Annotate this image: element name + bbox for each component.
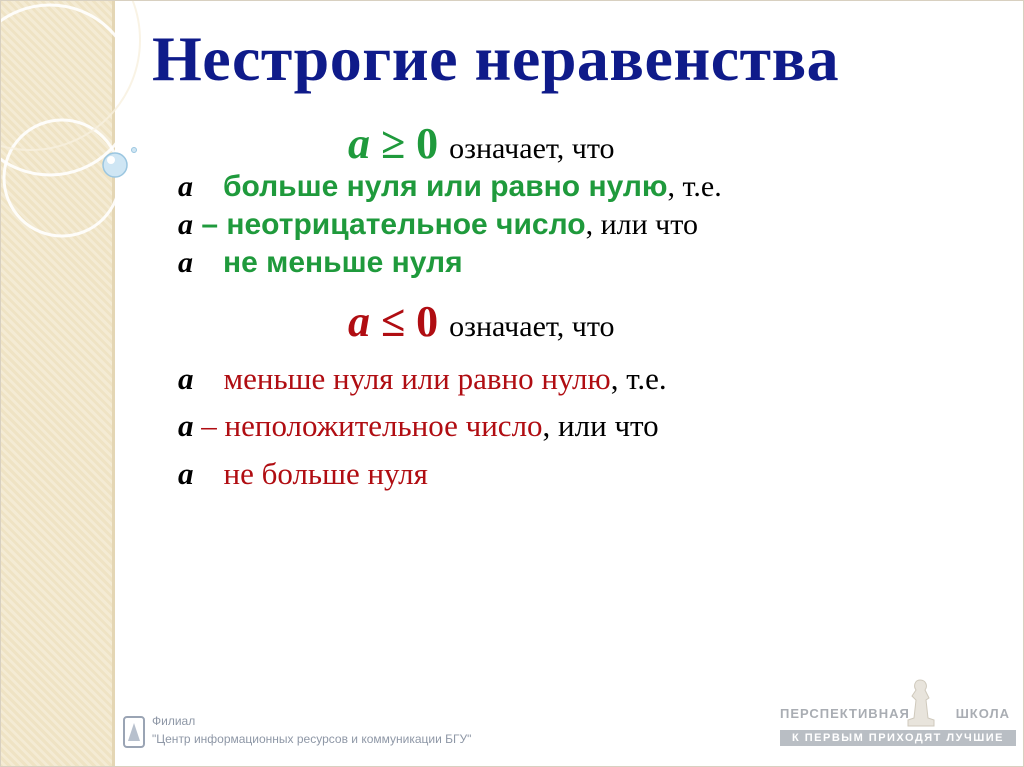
footer-branch-label: Филиал (152, 714, 196, 728)
ge-statement-3: не меньше нуля (223, 246, 463, 279)
school-name-left: ПЕРСПЕКТИВНАЯ (780, 706, 910, 721)
variable-a: a (178, 456, 194, 491)
zero: 0 (416, 119, 439, 168)
means-that: означает, что (449, 132, 615, 165)
le-statement-1: меньше нуля или равно нулю (223, 361, 611, 396)
ge-statement-2: – неотрицательное число (201, 208, 586, 241)
le-statement-2: – неположительное число (201, 408, 543, 443)
means-that: означает, что (449, 310, 615, 343)
ge-statement-1: больше нуля или равно нулю (223, 170, 668, 203)
ge-tail-2: , или что (585, 208, 698, 241)
zero: 0 (416, 297, 439, 346)
variable-a: a (178, 246, 193, 279)
variable-a: a (348, 119, 370, 168)
variable-a: a (178, 208, 193, 241)
variable-a: a (178, 170, 193, 203)
variable-a: a (348, 297, 370, 346)
le-tail-1: , т.е. (610, 361, 667, 396)
le-tail-2: , или что (542, 408, 659, 443)
ge-sign: ≥ (381, 119, 406, 168)
le-sign: ≤ (381, 297, 406, 346)
ge-tail-1: , т.е. (667, 170, 722, 203)
le-statement-3: не больше нуля (223, 456, 428, 491)
page-title: Нестрогие неравенства (152, 23, 840, 94)
footer-branch-name: "Центр информационных ресурсов и коммуникации БГУ" (152, 732, 472, 746)
school-slogan: К ПЕРВЫМ ПРИХОДЯТ ЛУЧШИЕ (780, 730, 1016, 746)
variable-a: a (178, 408, 194, 443)
school-name-right: ШКОЛА (955, 706, 1010, 721)
variable-a: a (178, 361, 194, 396)
